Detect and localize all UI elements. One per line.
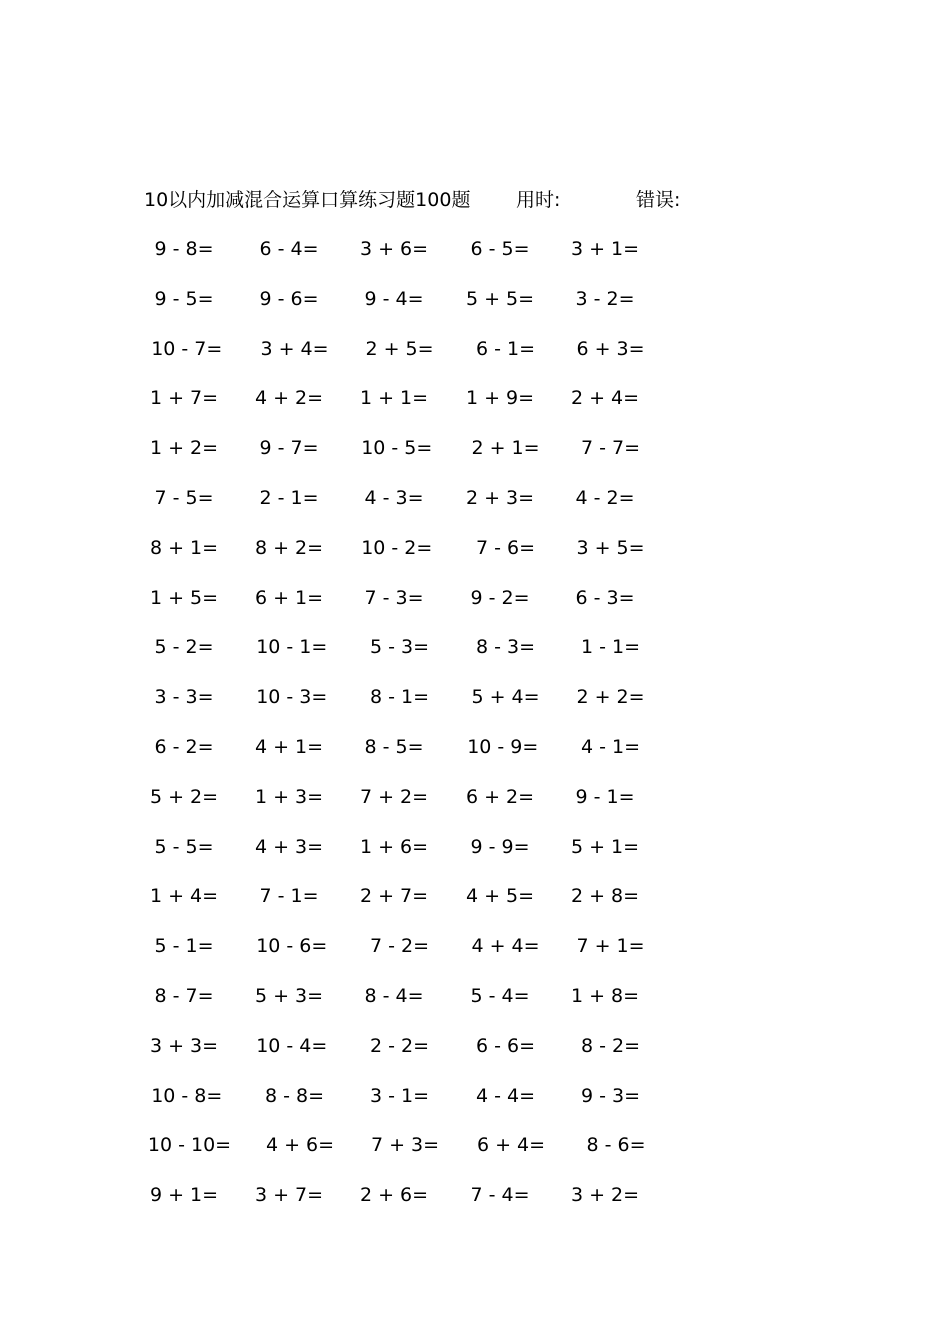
problem-item: 5 - 5= [154, 835, 214, 858]
problem-item: 2 + 3= [465, 487, 535, 509]
problem-item: 5 + 3= [254, 985, 324, 1007]
problem-item: 1 - 1= [580, 636, 641, 659]
problem-item: 7 + 3= [370, 1134, 440, 1157]
problem-item: 1 + 3= [254, 785, 324, 808]
problem-item: 3 + 7= [254, 1184, 324, 1207]
problem-item: 5 + 4= [471, 686, 540, 709]
problem-item: 4 + 5= [465, 885, 535, 908]
problem-item: 1 + 6= [359, 835, 429, 858]
problem-item: 5 - 4= [470, 985, 530, 1007]
problem-item: 1 + 7= [149, 387, 219, 410]
problem-item: 7 - 1= [259, 885, 319, 908]
problem-item: 2 + 2= [576, 686, 645, 709]
problem-item: 10 - 10= [147, 1134, 232, 1157]
problem-item: 9 - 9= [470, 835, 530, 858]
time-used-label: 用时: [516, 189, 561, 211]
problem-item: 4 + 3= [254, 835, 324, 858]
problem-item: 3 + 5= [576, 536, 645, 559]
problem-item: 2 + 7= [359, 885, 429, 908]
problem-item: 8 + 1= [149, 536, 219, 559]
problem-item: 5 - 2= [154, 636, 214, 659]
problem-item: 1 + 1= [359, 387, 429, 410]
problem-item: 6 - 2= [154, 736, 214, 758]
problem-item: 3 + 3= [149, 1034, 219, 1057]
problem-item: 7 - 7= [580, 437, 641, 460]
problem-item: 10 - 5= [361, 437, 433, 460]
problem-item: 10 - 6= [256, 935, 328, 958]
problem-item: 5 - 1= [154, 935, 214, 958]
problem-item: 1 + 5= [149, 586, 219, 609]
problem-item: 6 + 3= [576, 337, 645, 360]
problem-item: 6 - 1= [475, 337, 536, 360]
problem-item: 4 - 1= [580, 736, 641, 758]
problem-item: 8 + 2= [254, 536, 324, 559]
problem-item: 3 + 6= [359, 238, 429, 260]
problem-item: 6 + 2= [465, 785, 535, 808]
problem-item: 4 + 1= [254, 736, 324, 758]
problem-item: 5 - 3= [369, 636, 430, 659]
problem-item: 6 - 3= [575, 586, 635, 609]
problem-item: 3 - 3= [154, 686, 214, 709]
problem-item: 8 - 8= [264, 1084, 325, 1107]
problem-item: 3 - 1= [369, 1084, 430, 1107]
problem-item: 4 - 2= [575, 487, 635, 509]
problem-item: 9 - 4= [364, 287, 424, 310]
problem-item: 3 + 2= [570, 1184, 640, 1207]
problem-item: 10 - 3= [256, 686, 328, 709]
problem-item: 6 + 4= [476, 1134, 546, 1157]
problem-item: 8 - 2= [580, 1034, 641, 1057]
problem-item: 8 - 5= [364, 736, 424, 758]
problem-item: 2 + 6= [359, 1184, 429, 1207]
problem-item: 7 - 6= [475, 536, 536, 559]
problem-item: 6 - 6= [475, 1034, 536, 1057]
problem-item: 4 + 6= [265, 1134, 335, 1157]
problem-item: 10 - 8= [151, 1084, 223, 1107]
problem-item: 5 + 1= [570, 835, 640, 858]
problem-item: 10 - 7= [151, 337, 223, 360]
problem-item: 4 + 2= [254, 387, 324, 410]
problem-item: 7 - 3= [364, 586, 424, 609]
problem-item: 9 - 8= [154, 238, 214, 260]
errors-label: 错误: [636, 189, 681, 211]
problem-item: 4 - 3= [364, 487, 424, 509]
problem-item: 9 - 1= [575, 785, 635, 808]
problem-item: 6 - 5= [470, 238, 530, 260]
problem-item: 5 + 2= [149, 785, 219, 808]
problem-item: 9 - 3= [580, 1084, 641, 1107]
problem-item: 8 - 6= [586, 1134, 646, 1157]
problem-item: 4 - 4= [475, 1084, 536, 1107]
problem-item: 6 + 1= [254, 586, 324, 609]
problem-item: 8 - 7= [154, 985, 214, 1007]
problem-item: 8 - 4= [364, 985, 424, 1007]
problem-item: 2 + 1= [471, 437, 540, 460]
problem-item: 1 + 8= [570, 985, 640, 1007]
problem-item: 2 - 1= [259, 487, 319, 509]
problem-item: 2 - 2= [369, 1034, 430, 1057]
problem-item: 2 + 5= [365, 337, 434, 360]
problem-item: 7 + 2= [359, 785, 429, 808]
problem-item: 10 - 1= [256, 636, 328, 659]
problem-item: 1 + 9= [465, 387, 535, 410]
problem-item: 2 + 8= [570, 885, 640, 908]
problem-item: 10 - 9= [467, 736, 539, 758]
problem-item: 8 - 3= [475, 636, 536, 659]
problem-item: 5 + 5= [465, 287, 535, 310]
problem-item: 6 - 4= [259, 238, 319, 260]
problem-item: 7 - 2= [369, 935, 430, 958]
problem-item: 2 + 4= [570, 387, 640, 410]
problem-item: 1 + 4= [149, 885, 219, 908]
problem-item: 4 + 4= [471, 935, 540, 958]
problem-item: 9 - 5= [154, 287, 214, 310]
problem-item: 8 - 1= [369, 686, 430, 709]
problem-item: 10 - 2= [361, 536, 433, 559]
problem-item: 7 + 1= [576, 935, 645, 958]
problem-item: 7 - 5= [154, 487, 214, 509]
problem-item: 7 - 4= [470, 1184, 530, 1207]
problem-item: 9 - 2= [470, 586, 530, 609]
worksheet-title: 10以内加减混合运算口算练习题100题 [144, 189, 471, 211]
problem-item: 9 - 7= [259, 437, 319, 460]
problem-item: 9 + 1= [149, 1184, 219, 1207]
problem-item: 3 - 2= [575, 287, 635, 310]
problem-item: 9 - 6= [259, 287, 319, 310]
problem-item: 10 - 4= [256, 1034, 328, 1057]
problem-item: 1 + 2= [149, 437, 219, 460]
problem-item: 3 + 1= [570, 238, 640, 260]
problem-item: 3 + 4= [260, 337, 329, 360]
